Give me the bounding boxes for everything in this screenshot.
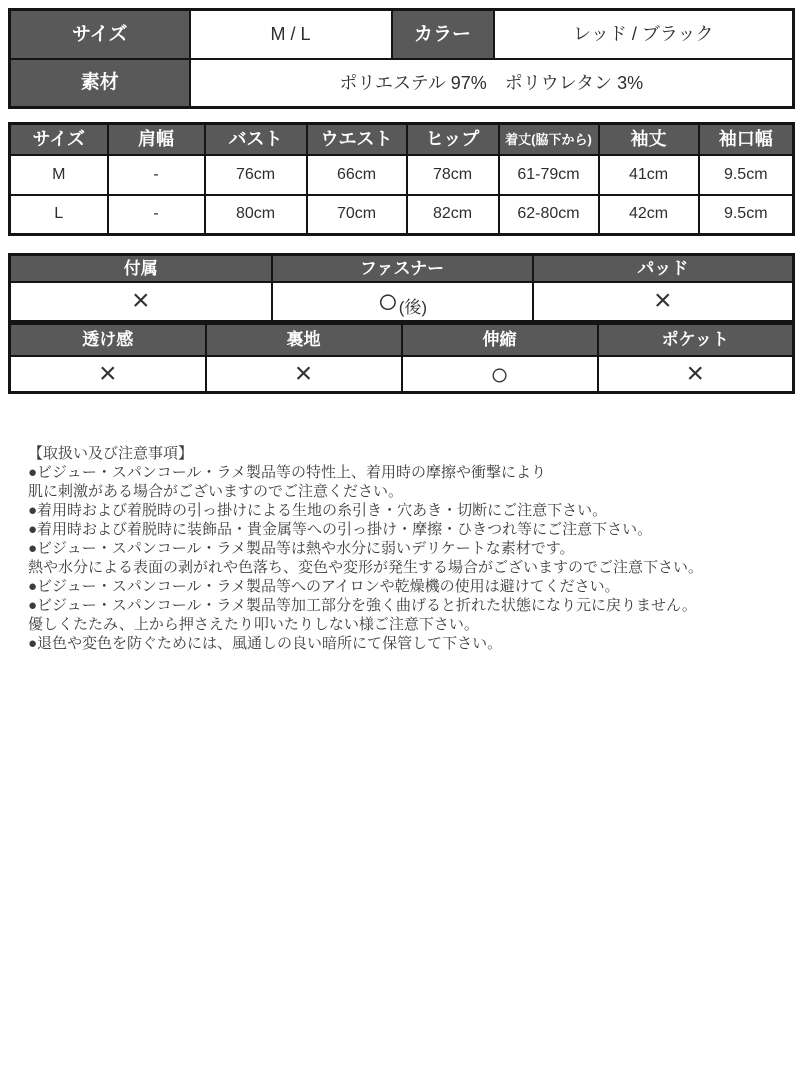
measurements-header-row (10, 124, 794, 155)
header-cell-cuff: 袖口幅 (699, 124, 794, 155)
care-line: 肌に刺激がある場合がございますのでご注意ください。 (28, 483, 404, 500)
cell-l-sleeve: 42cm (599, 195, 699, 235)
care-line: 優しくたたみ、上から押さえたり叩いたりしない様ご注意下さい。 (28, 616, 479, 633)
size-label-cell: サイズ (10, 10, 190, 59)
care-line: ●ビジュー・スパンコール・ラメ製品等の特性上、着用時の摩擦や衝撃により (28, 464, 547, 481)
header-cell-fastener: ファスナー (272, 255, 533, 282)
cell-l-cuff: 9.5cm (699, 195, 794, 235)
cell-l-bust: 80cm (205, 195, 307, 235)
header-cell-hip: ヒップ (407, 124, 499, 155)
cell-m-length: 61-79cm (499, 155, 599, 195)
header-cell-lining: 裏地 (206, 324, 402, 356)
cell-l-length: 62-80cm (499, 195, 599, 235)
header-cell-pocket: ポケット (598, 324, 794, 356)
material-label-cell: 素材 (10, 59, 190, 108)
care-line: ●ビジュー・スパンコール・ラメ製品等加工部分を強く曲げると折れた状態になり元に戻りません。 (28, 597, 697, 614)
circle-mark-icon: ○ (376, 281, 399, 322)
cell-m-bust: 76cm (205, 155, 307, 195)
header-cell-shoulder: 肩幅 (108, 124, 205, 155)
care-line: 熱や水分による表面の剥がれや色落ち、変色や変形が発生する場合がございますのでご注意下さい。 (28, 559, 704, 576)
size-color-material-table (8, 8, 795, 109)
care-line: ●ビジュー・スパンコール・ラメ製品等へのアイロンや乾燥機の使用は避けてください。 (28, 578, 620, 595)
fastener-value-cell (272, 282, 533, 322)
cell-m-waist: 66cm (307, 155, 407, 195)
header-cell-pad: パッド (533, 255, 794, 282)
pocket-value-cell (598, 356, 794, 393)
features2-value-row (10, 356, 794, 393)
header-cell-stretch: 伸縮 (402, 324, 598, 356)
color-value-cell: レッド / ブラック (494, 10, 794, 59)
cell-m-hip: 78cm (407, 155, 499, 195)
cell-l-hip: 82cm (407, 195, 499, 235)
x-mark-icon: × (686, 356, 705, 390)
lining-value-cell (206, 356, 402, 393)
x-mark-icon: × (294, 356, 313, 390)
features-table-2 (8, 322, 795, 394)
cell-m-size: M (10, 155, 108, 195)
cell-m-sleeve: 41cm (599, 155, 699, 195)
care-line: ●ビジュー・スパンコール・ラメ製品等は熱や水分に弱いデリケートな素材です。 (28, 540, 575, 557)
header-cell-length: 着丈(脇下から) (499, 124, 599, 155)
header-cell-size: サイズ (10, 124, 108, 155)
care-notes-title: 【取扱い及び注意事項】 (28, 445, 194, 462)
header-cell-sheer: 透け感 (10, 324, 206, 356)
header-cell-waist: ウエスト (307, 124, 407, 155)
stretch-value-cell (402, 356, 598, 393)
circle-mark-icon: ○ (489, 355, 510, 392)
cell-l-waist: 70cm (307, 195, 407, 235)
x-mark-icon: × (98, 356, 117, 390)
color-label-cell: カラー (392, 10, 494, 59)
sheer-value-cell (10, 356, 206, 393)
measurements-table (8, 122, 795, 236)
fastener-note: (後) (398, 298, 428, 318)
care-line: ●着用時および着脱時の引っ掛けによる生地の糸引き・穴あき・切断にご注意下さい。 (28, 502, 608, 519)
accessory-value-cell (10, 282, 272, 322)
measurements-row-m (10, 155, 794, 195)
features-table-1 (8, 253, 795, 323)
cell-m-cuff: 9.5cm (699, 155, 794, 195)
features1-header-row (10, 255, 794, 282)
header-cell-accessory: 付属 (10, 255, 272, 282)
pad-value-cell (533, 282, 794, 322)
cell-m-shoulder: - (108, 155, 205, 195)
care-notes (28, 444, 792, 653)
header-cell-bust: バスト (205, 124, 307, 155)
care-line: ●退色や変色を防ぐためには、風通しの良い暗所にて保管して下さい。 (28, 635, 503, 652)
features2-header-row (10, 324, 794, 356)
x-mark-icon: × (131, 284, 150, 318)
x-mark-icon: × (653, 284, 672, 318)
header-cell-sleeve: 袖丈 (599, 124, 699, 155)
size-value-cell: M / L (190, 10, 392, 59)
cell-l-size: L (10, 195, 108, 235)
material-value-cell: ポリエステル 97% ポリウレタン 3% (190, 59, 794, 108)
measurements-row-l (10, 195, 794, 235)
care-line: ●着用時および着脱時に装飾品・貴金属等への引っ掛け・摩擦・ひきつれ等にご注意下さい。 (28, 521, 653, 538)
cell-l-shoulder: - (108, 195, 205, 235)
features1-value-row (10, 282, 794, 322)
